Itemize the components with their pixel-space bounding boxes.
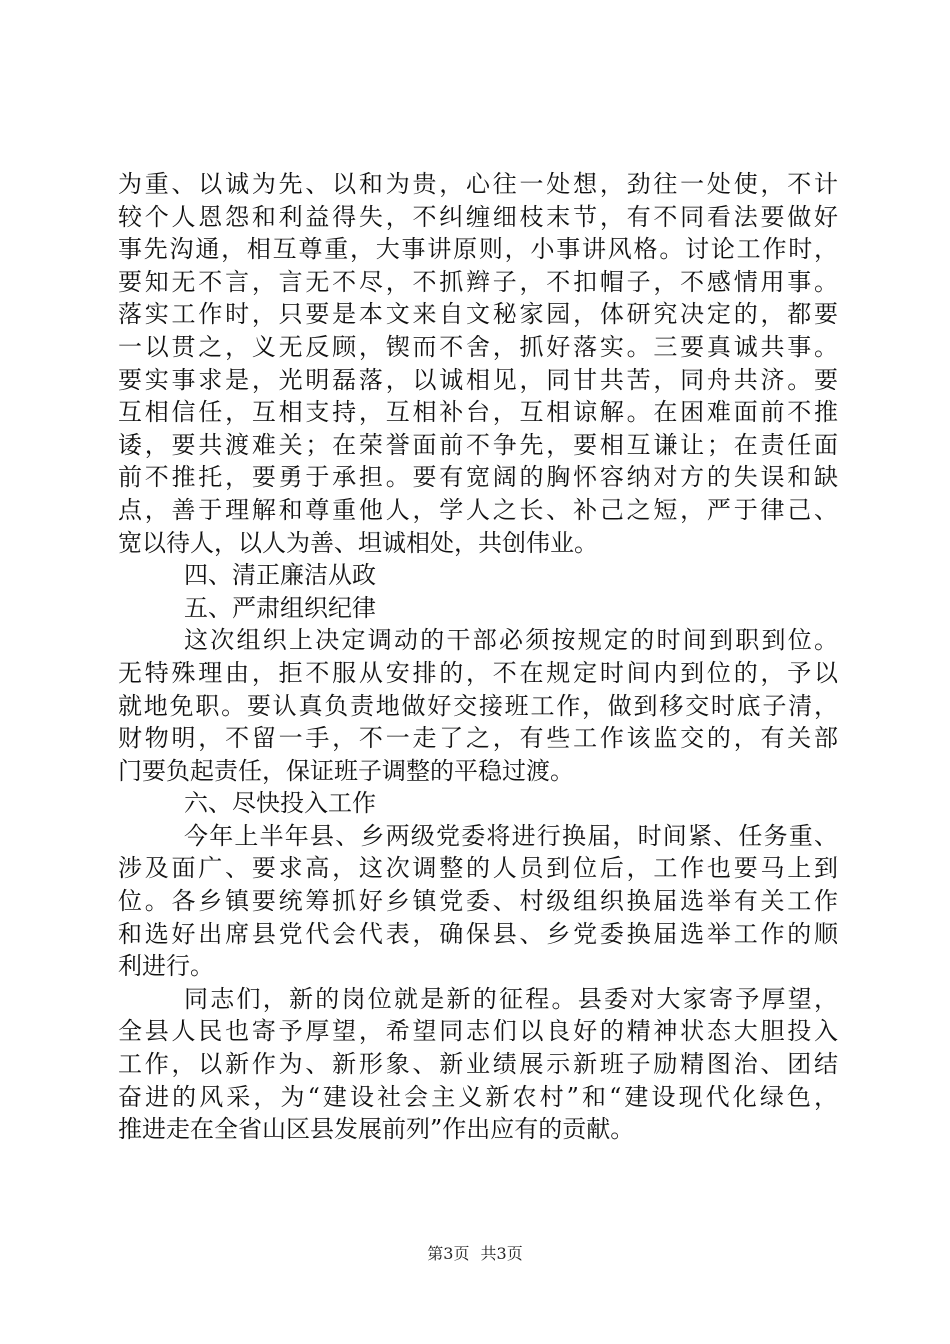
page-footer bbox=[0, 1244, 950, 1264]
document-line: 事先沟通，相互尊重，大事讲原则，小事讲风格。讨论工作时， bbox=[118, 235, 838, 264]
document-line: 和选好出席县党代会代表，确保县、乡党委换届选举工作的顺 bbox=[118, 919, 838, 948]
document-line: 宽以待人，以人为善、坦诚相处，共创伟业。 bbox=[118, 528, 598, 557]
document-line: 一以贯之，义无反顾，锲而不舍，抓好落实。三要真诚共事。 bbox=[118, 332, 838, 361]
document-line: 点，善于理解和尊重他人，学人之长、补己之短，严于律己、 bbox=[118, 495, 838, 524]
document-line: 这次组织上决定调动的干部必须按规定的时间到职到位。 bbox=[184, 626, 838, 655]
document-line: 六、尽快投入工作 bbox=[184, 789, 376, 818]
document-line: 落实工作时，只要是本文来自文秘家园，体研究决定的，都要 bbox=[118, 300, 838, 329]
document-line: 奋进的风采，为“建设社会主义新农村”和“建设现代化绿色， bbox=[118, 1082, 838, 1111]
document-line: 位。各乡镇要统筹抓好乡镇党委、村级组织换届选举有关工作 bbox=[118, 887, 838, 916]
document-line: 较个人恩怨和利益得失，不纠缠细枝末节，有不同看法要做好 bbox=[118, 202, 838, 231]
document-body bbox=[118, 168, 838, 1146]
document-line: 全县人民也寄予厚望，希望同志们以良好的精神状态大胆投入 bbox=[118, 1017, 838, 1046]
document-line: 涉及面广、要求高，这次调整的人员到位后，工作也要马上到 bbox=[118, 854, 838, 883]
document-line: 为重、以诚为先、以和为贵，心往一处想，劲往一处使，不计 bbox=[118, 170, 838, 198]
document-line: 诿，要共渡难关；在荣誉面前不争先，要相互谦让；在责任面 bbox=[118, 430, 838, 459]
document-line: 财物明，不留一手，不一走了之，有些工作该监交的，有关部 bbox=[118, 724, 838, 753]
document-line: 四、清正廉洁从政 bbox=[184, 561, 376, 590]
document-line: 前不推托，要勇于承担。要有宽阔的胸怀容纳对方的失误和缺 bbox=[118, 463, 838, 492]
document-line: 要知无不言，言无不尽，不抓辫子，不扣帽子，不感情用事。 bbox=[118, 267, 838, 296]
document-line: 利进行。 bbox=[118, 952, 214, 981]
document-line: 门要负起责任，保证班子调整的平稳过渡。 bbox=[118, 756, 574, 785]
page-number: 第3页 bbox=[427, 1244, 470, 1263]
document-line: 推进走在全省山区县发展前列”作出应有的贡献。 bbox=[118, 1115, 635, 1144]
document-line: 要实事求是，光明磊落，以诚相见，同甘共苦，同舟共济。要 bbox=[118, 365, 838, 394]
document-line: 工作，以新作为、新形象、新业绩展示新班子励精图治、团结 bbox=[118, 1050, 838, 1079]
document-line: 同志们，新的岗位就是新的征程。县委对大家寄予厚望， bbox=[184, 984, 838, 1013]
document-line: 无特殊理由，拒不服从安排的，不在规定时间内到位的，予以 bbox=[118, 658, 838, 687]
document-line: 今年上半年县、乡两级党委将进行换届，时间紧、任务重、 bbox=[184, 821, 838, 850]
document-line: 五、严肃组织纪律 bbox=[184, 593, 376, 622]
document-line: 就地免职。要认真负责地做好交接班工作，做到移交时底子清， bbox=[118, 691, 838, 720]
document-line: 互相信任，互相支持，互相补台，互相谅解。在困难面前不推 bbox=[118, 398, 838, 427]
page-total: 共3页 bbox=[480, 1244, 523, 1263]
